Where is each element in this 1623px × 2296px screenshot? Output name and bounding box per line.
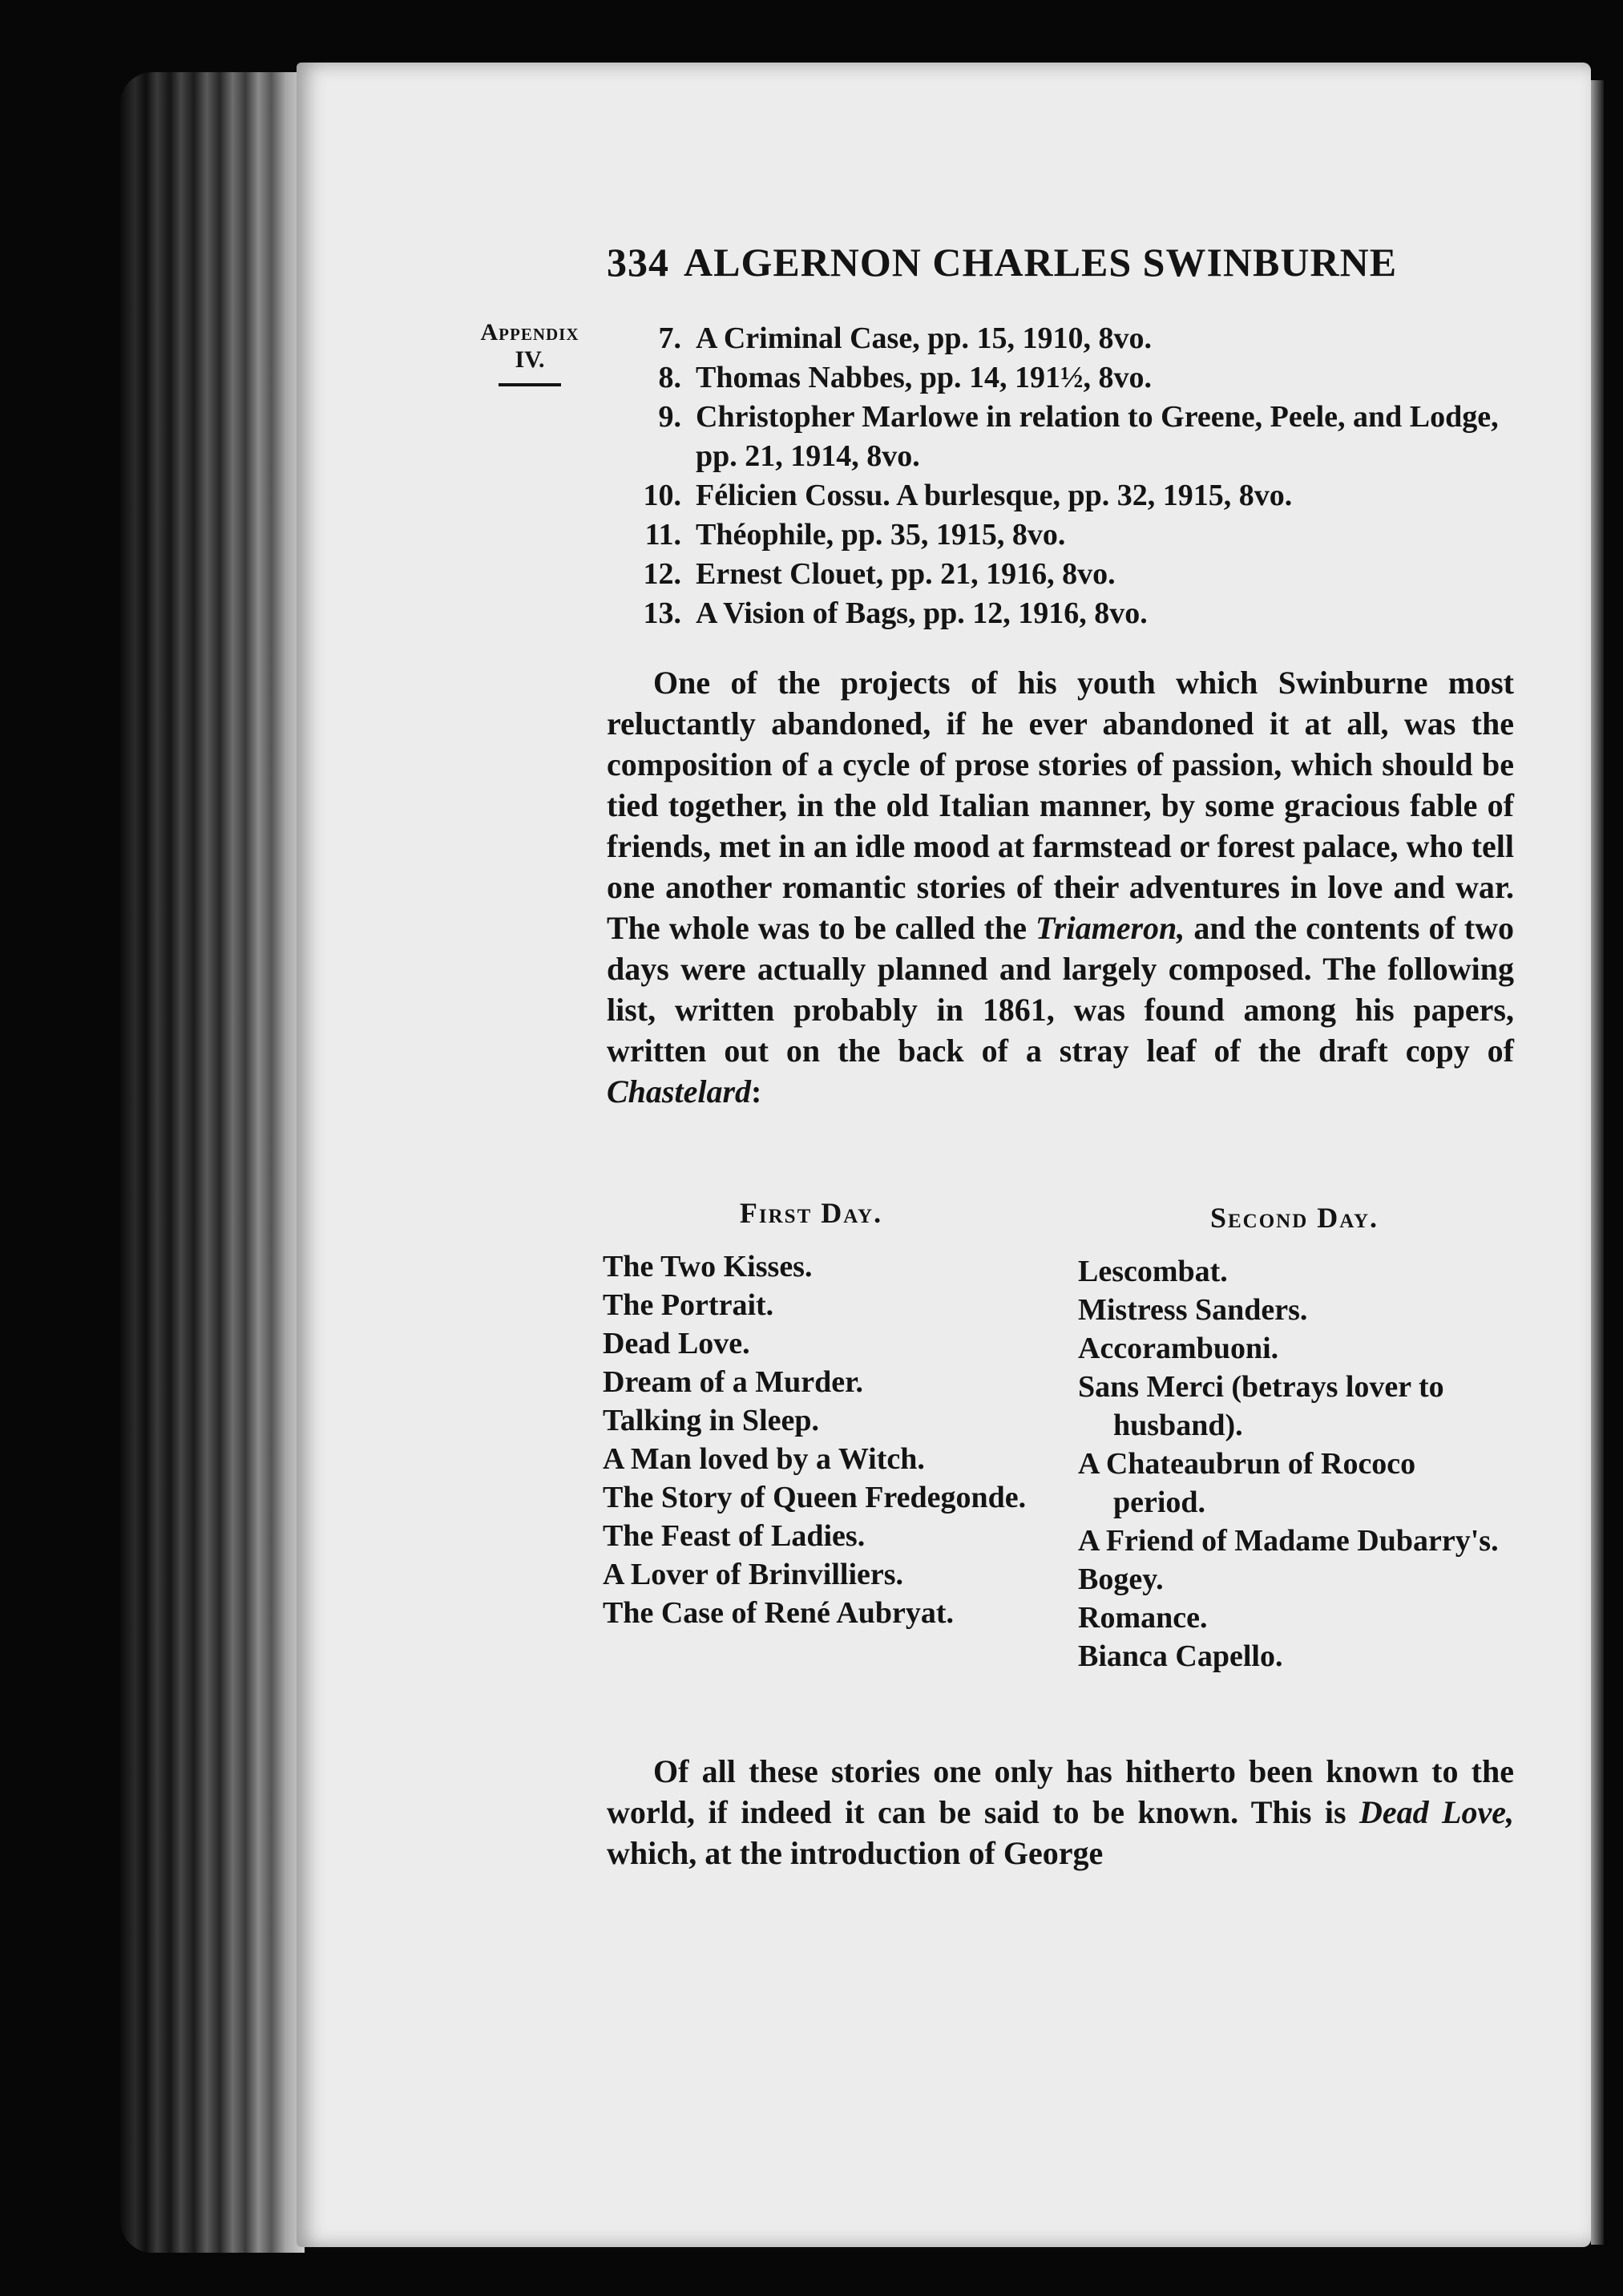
- item-number: 10.: [643, 479, 681, 512]
- story-title: Dead Love.: [603, 1327, 750, 1360]
- item-text: A Vision of Bags, pp. 12, 1916, 8vo.: [696, 596, 1148, 630]
- item-text: Thomas Nabbes, pp. 14, 191½, 8vo.: [696, 361, 1153, 394]
- story-title: The Feast of Ladies.: [603, 1519, 866, 1553]
- story-title: Talking in Sleep.: [603, 1404, 819, 1437]
- item-number: 7.: [658, 321, 681, 355]
- story-title: Accorambuoni.: [1078, 1332, 1279, 1365]
- bibliography-item: [625, 594, 1523, 633]
- paragraph-text: One of the projects of his youth which Swinburne most reluctantly abandoned, if he ever abandoned it at all, was the composition of a cycle of prose stories of passion, which should be tied together, in the old Italian manner, by some gracious fable of friends, met in an idle mood at farmstead or forest palace, who tell one another romantic stories of their adventures in love and war. The whole was to be called the: [607, 665, 1514, 946]
- side-note-rule: [499, 383, 561, 386]
- first-day-heading: First Day.: [739, 1197, 883, 1229]
- bibliography-item: [625, 398, 1523, 476]
- italic-title-triameron: Triameron,: [1035, 910, 1185, 946]
- story-title: Bianca Capello.: [1078, 1639, 1283, 1673]
- page-number: 334: [607, 240, 669, 285]
- running-header: [607, 239, 1472, 285]
- item-text: Christopher Marlowe in relation to Greene, Peele, and Lodge, pp. 21, 1914, 8vo.: [696, 400, 1499, 473]
- item-text: Félicien Cossu. A burlesque, pp. 32, 1915, 8vo.: [696, 479, 1293, 512]
- bibliography-item: [625, 476, 1523, 515]
- item-text: A Criminal Case, pp. 15, 1910, 8vo.: [696, 321, 1152, 355]
- story-title: The Story of Queen Fredegonde.: [603, 1481, 1027, 1514]
- story-title: A Chateaubrun of Rococo period.: [1078, 1447, 1416, 1519]
- story-title: Dream of a Murder.: [603, 1365, 864, 1399]
- story-title: A Man loved by a Witch.: [603, 1442, 925, 1476]
- paragraph-text: and the contents of two days were actually planned and largely composed. The following list, written probably in 1861, was found among his papers, written out on the back of a stray leaf of the draft copy of: [607, 910, 1514, 1069]
- appendix-number: IV.: [515, 346, 545, 373]
- running-title: ALGERNON CHARLES SWINBURNE: [684, 240, 1398, 285]
- story-title: Lescombat.: [1078, 1255, 1228, 1288]
- bibliography-item: [625, 515, 1523, 555]
- bibliography-item: [625, 555, 1523, 594]
- story-title: Mistress Sanders.: [1078, 1293, 1308, 1327]
- story-title: Romance.: [1078, 1601, 1208, 1635]
- item-number: 13.: [643, 596, 681, 630]
- italic-title-dead-love: Dead Love,: [1359, 1794, 1514, 1830]
- second-day-list: [1078, 1252, 1515, 1676]
- italic-title-chastelard: Chastelard: [607, 1073, 752, 1110]
- story-title: The Two Kisses.: [603, 1250, 813, 1283]
- story-title: The Case of René Aubryat.: [603, 1596, 955, 1630]
- body-paragraph-dead-love: [607, 1751, 1514, 1874]
- item-number: 12.: [643, 557, 681, 591]
- bibliography-list: [625, 319, 1523, 633]
- paragraph-text: :: [751, 1073, 762, 1110]
- story-title: Sans Merci (betrays lover to husband).: [1078, 1370, 1444, 1442]
- story-title: A Friend of Madame Dubarry's.: [1078, 1524, 1499, 1558]
- paragraph-text: which, at the introduction of George: [607, 1835, 1104, 1871]
- first-day-list: [603, 1247, 1048, 1632]
- item-number: 11.: [644, 518, 681, 552]
- story-title: The Portrait.: [603, 1288, 774, 1322]
- second-day-heading: Second Day.: [1209, 1202, 1379, 1234]
- story-title: A Lover of Brinvilliers.: [603, 1558, 904, 1591]
- bibliography-item: [625, 319, 1523, 358]
- appendix-side-note: [462, 319, 598, 386]
- body-paragraph-triameron: [607, 662, 1514, 1112]
- bibliography-item: [625, 358, 1523, 398]
- story-title: Bogey.: [1078, 1562, 1164, 1596]
- item-text: Ernest Clouet, pp. 21, 1916, 8vo.: [696, 557, 1116, 591]
- paragraph-text: Of all these stories one only has hitherto been known to the world, if indeed it can be said to be known. This is: [607, 1753, 1514, 1830]
- appendix-label: Appendix: [480, 319, 579, 346]
- item-number: 9.: [658, 400, 681, 434]
- item-text: Théophile, pp. 35, 1915, 8vo.: [696, 518, 1066, 552]
- item-number: 8.: [658, 361, 681, 394]
